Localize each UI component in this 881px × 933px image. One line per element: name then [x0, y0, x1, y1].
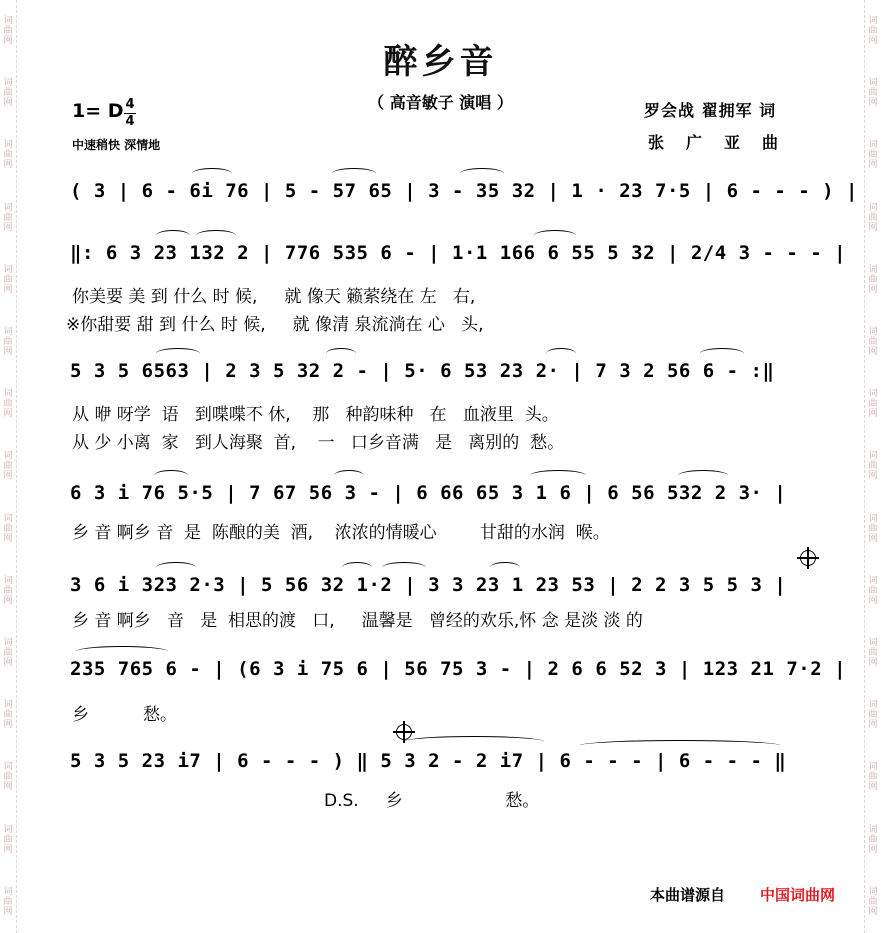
- lyric-line-3-verse-1: 从 咿 呀学 语 到喋喋不 休, 那 种韵味种 在 血液里 头。: [72, 405, 559, 425]
- lyric-line-7: D.S. 乡 愁。: [324, 791, 540, 811]
- score-line-2: ‖: 6 3 23 132 2 | 776 535 6 - | 1·1 166 6 55 5 32 | 2/4 3 - - - |: [70, 242, 847, 264]
- key-signature: 1= D: [72, 100, 124, 122]
- lyric-line-4: 乡 音 啊乡 音 是 陈酿的美 酒, 浓浓的情暖心 甘甜的水润 喉。: [72, 523, 610, 543]
- lyric-line-6: 乡 愁。: [72, 705, 178, 725]
- lyricist-credit: 罗会战 翟拥军 词: [644, 101, 777, 120]
- composer-credit: 张广亚曲: [648, 133, 801, 152]
- coda-sign-icon: [396, 724, 412, 740]
- site-name-link[interactable]: 中国词曲网: [760, 886, 836, 904]
- watermark-strip-right: 词曲网 词曲网 词曲网 词曲网 词曲网 词曲网 词曲网 词曲网 词曲网 词曲网 词曲网 词曲网 词曲网 词曲网 词曲网: [864, 0, 881, 933]
- time-signature-top: 4: [125, 97, 135, 112]
- performer-credit: （ 高音敏子 演唱 ）: [368, 93, 513, 112]
- lyric-line-5: 乡 音 啊乡 音 是 相思的渡 口, 温馨是 曾经的欢乐,怀 念 是淡 淡 的: [72, 611, 643, 631]
- coda-sign-icon: [800, 550, 816, 566]
- time-signature: [124, 98, 136, 129]
- score-line-7: 5 3 5 23 i7 | 6 - - - ) ‖ 5 3 2 - 2 i7 | 6 - - - | 6 - - - ‖: [70, 750, 787, 772]
- score-line-5: 3 6 i 323 2·3 | 5 56 32 1·2 | 3 3 23 1 23 53 | 2 2 3 5 5 3 |: [70, 574, 787, 596]
- source-label: 本曲谱源自: [650, 886, 726, 904]
- score-line-1: ( 3 | 6 - 6i 76 | 5 - 57 65 | 3 - 35 32 | 1 · 23 7·5 | 6 - - - ) |: [70, 180, 858, 202]
- lyric-line-2-verse-2: ※你甜要 甜 到 什么 时 候, 就 像清 泉流淌在 心 头,: [66, 315, 484, 335]
- score-line-3: 5 3 5 6563 | 2 3 5 32 2 - | 5· 6 53 23 2· | 7 3 2 56 6 - :‖: [70, 360, 775, 382]
- score-line-4: 6 3 i 76 5·5 | 7 67 56 3 - | 6 66 65 3 1 6 | 6 56 532 2 3· |: [70, 482, 787, 504]
- lyric-line-3-verse-2: 从 少 小离 家 到人海聚 首, 一 口乡音满 是 离别的 愁。: [72, 433, 565, 453]
- lyric-line-2-verse-1: 你美要 美 到 什么 时 候, 就 像天 籁萦绕在 左 右,: [72, 287, 476, 307]
- song-title: 醉乡音: [383, 42, 498, 82]
- time-signature-bottom: 4: [125, 114, 135, 129]
- score-line-6: 235 765 6 - | (6 3 i 75 6 | 56 75 3 - | 2 6 6 52 3 | 123 21 7·2 |: [70, 658, 847, 680]
- tempo-marking: 中速稍快 深情地: [72, 138, 161, 152]
- watermark-strip-left: 词曲网 词曲网 词曲网 词曲网 词曲网 词曲网 词曲网 词曲网 词曲网 词曲网 词曲网 词曲网 词曲网 词曲网 词曲网: [0, 0, 17, 933]
